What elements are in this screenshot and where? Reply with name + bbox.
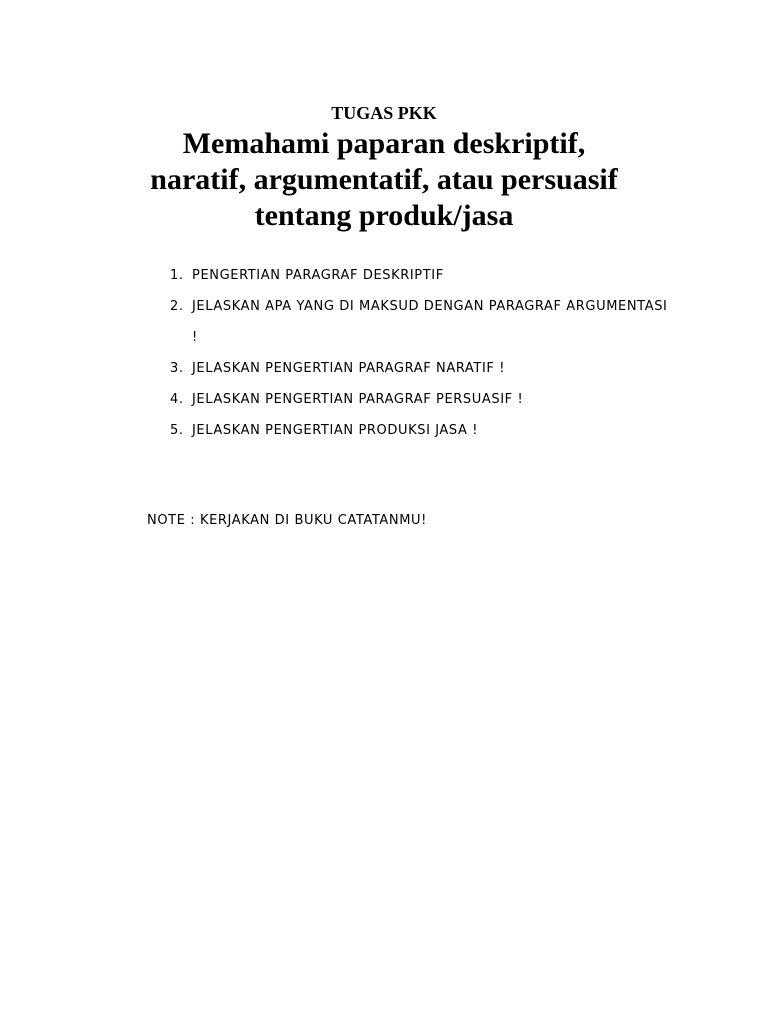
question-item [170,291,670,353]
title-line-2: naratif, argumentatif, atau persuasif [150,163,618,196]
question-text: PENGERTIAN PARAGRAF DESKRIPTIF [192,268,444,283]
question-item [170,384,670,415]
question-number: 5. [170,423,184,438]
question-number: 1. [170,268,184,283]
question-text: JELASKAN APA YANG DI MAKSUD DENGAN PARAGRAF ARGUMENTASI ! [192,299,668,345]
question-text: JELASKAN PENGERTIAN PARAGRAF NARATIF ! [192,361,506,376]
question-list [170,260,670,460]
title-line-1: Memahami paparan deskriptif, [182,127,586,160]
title-line-3: tentang produk/jasa [254,199,514,232]
question-text: JELASKAN PENGERTIAN PARAGRAF PERSUASIF ! [192,392,524,407]
subject-heading: TUGAS PKK [331,103,437,123]
question-text: JELASKAN PENGERTIAN PRODUKSI JASA ! [192,423,479,438]
question-number: 3. [170,361,184,376]
question-item [170,415,670,446]
question-number: 4. [170,392,184,407]
note-text: NOTE : KERJAKAN DI BUKU CATATANMU! [147,513,427,528]
page-title [120,126,648,234]
question-number: 2. [170,299,184,314]
question-item [170,260,670,291]
question-item [170,353,670,384]
